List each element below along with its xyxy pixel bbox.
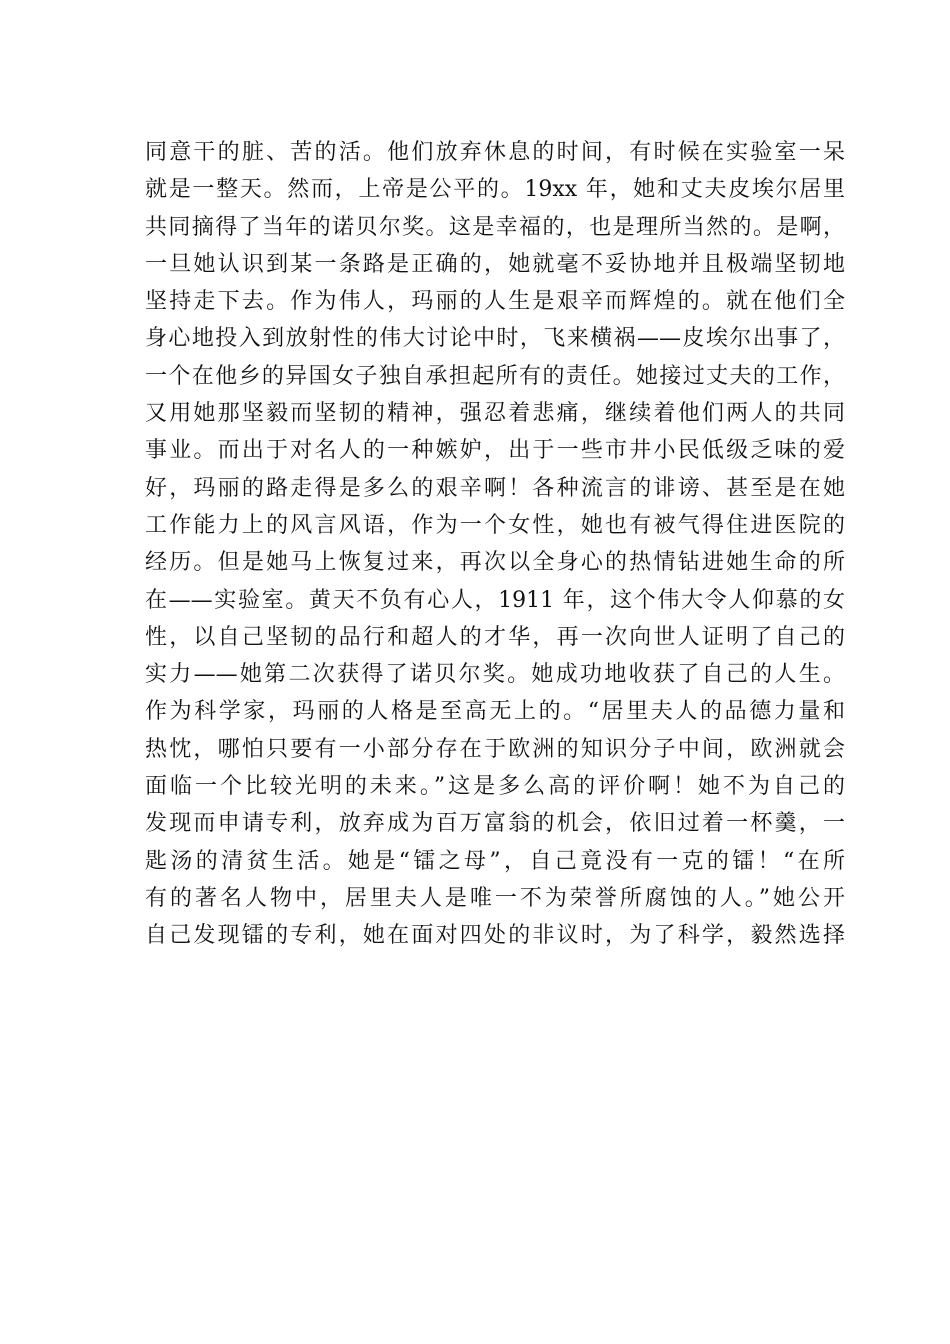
text-line: 事业。而出于对名人的一种嫉妒，出于一些市井小民低级乏味的爱 [145, 438, 845, 464]
text-line: 同意干的脏、苦的活。他们放弃休息的时间，有时候在实验室一呆 [145, 140, 845, 165]
text-line: 工作能力上的风言风语，作为一个女性，她也有被气得住进医院的 [145, 512, 845, 538]
text-line: 发现而申请专利，放弃成为百万富翁的机会，依旧过着一杯羹，一 [145, 811, 845, 837]
text-line: 热忱，哪怕只要有一小部分存在于欧洲的知识分子中间，欧洲就会 [145, 736, 845, 762]
text-line: 一个在他乡的异国女子独自承担起所有的责任。她接过丈夫的工作， [145, 363, 845, 389]
text-line: 匙汤的清贫生活。她是“镭之母”，自己竟没有一克的镭！“在所 [145, 848, 845, 874]
text-line: 在——实验室。黄天不负有心人，1911 年，这个伟大令人仰慕的女 [145, 587, 845, 613]
body-text [145, 134, 845, 955]
text-line: 又用她那坚毅而坚韧的精神，强忍着悲痛，继续着他们两人的共同 [145, 401, 845, 427]
text-line: 经历。但是她马上恢复过来，再次以全身心的热情钻进她生命的所 [145, 550, 845, 576]
text-line: 性，以自己坚韧的品行和超人的才华，再一次向世人证明了自己的 [145, 624, 845, 650]
text-line: 有的著名人物中，居里夫人是唯一不为荣誉所腐蚀的人。”她公开 [145, 885, 845, 911]
text-line: 就是一整天。然而，上帝是公平的。19xx 年，她和丈夫皮埃尔居里 [145, 177, 845, 203]
text-line: 面临一个比较光明的未来。”这是多么高的评价啊！她不为自己的 [145, 774, 845, 800]
text-line: 坚持走下去。作为伟人，玛丽的人生是艰辛而辉煌的。就在他们全 [145, 289, 845, 315]
text-line: 身心地投入到放射性的伟大讨论中时，飞来横祸——皮埃尔出事了， [145, 326, 845, 352]
text-line: 一旦她认识到某一条路是正确的，她就毫不妥协地并且极端坚韧地 [145, 251, 845, 277]
text-line: 共同摘得了当年的诺贝尔奖。这是幸福的，也是理所当然的。是啊， [145, 214, 845, 240]
text-line: 作为科学家，玛丽的人格是至高无上的。“居里夫人的品德力量和 [145, 699, 845, 725]
text-line: 实力——她第二次获得了诺贝尔奖。她成功地收获了自己的人生。 [145, 662, 845, 688]
text-line: 自己发现镭的专利，她在面对四处的非议时，为了科学，毅然选择 [145, 923, 845, 949]
text-line: 好，玛丽的路走得是多么的艰辛啊！各种流言的诽谤、甚至是在她 [145, 475, 845, 501]
